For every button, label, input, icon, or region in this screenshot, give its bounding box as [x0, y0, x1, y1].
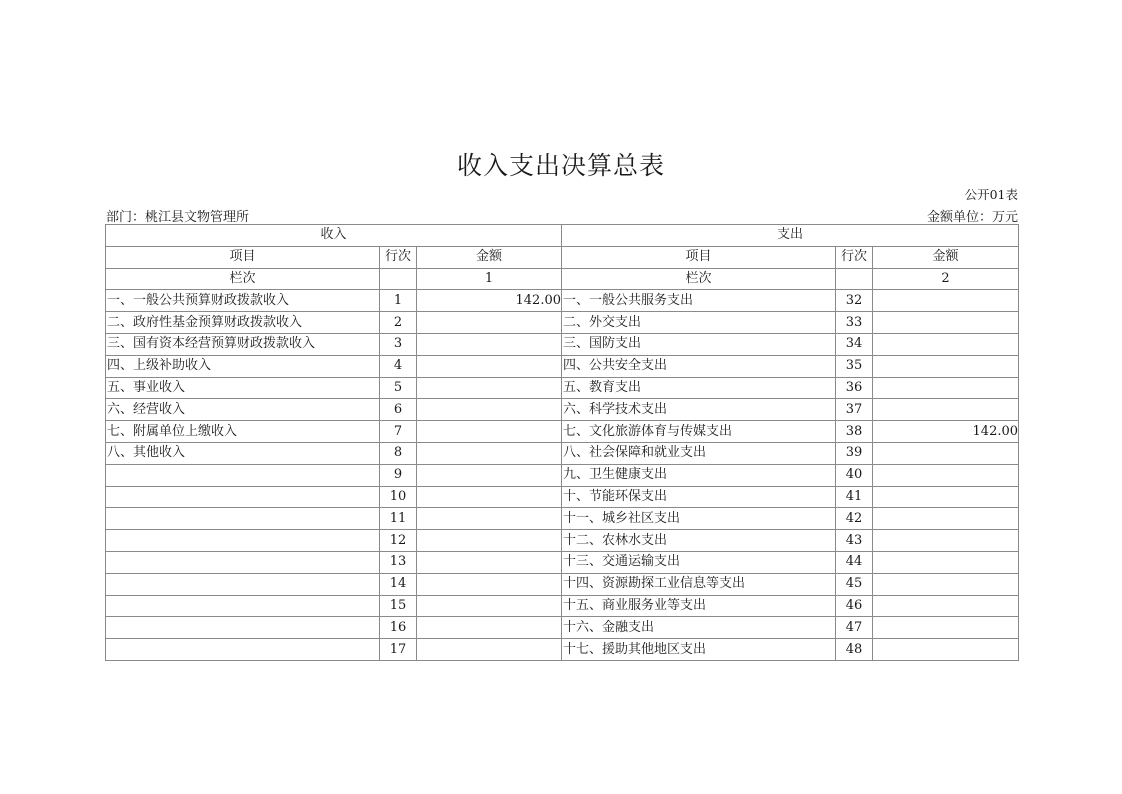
expense-item: 十、节能环保支出	[562, 486, 836, 508]
income-amount	[417, 421, 562, 443]
income-line-no: 3	[380, 333, 417, 355]
income-item: 三、国有资本经营预算财政拨款收入	[106, 333, 380, 355]
income-line-no: 11	[380, 508, 417, 530]
income-line-no: 14	[380, 573, 417, 595]
table-row	[106, 464, 1019, 486]
expense-line-no: 47	[836, 617, 873, 639]
income-amount	[417, 377, 562, 399]
expense-item: 六、科学技术支出	[562, 399, 836, 421]
expense-line-no: 32	[836, 290, 873, 312]
income-item	[106, 617, 380, 639]
expense-amount	[873, 573, 1019, 595]
income-amount	[417, 333, 562, 355]
expense-item: 十二、农林水支出	[562, 530, 836, 552]
expense-line-no: 37	[836, 399, 873, 421]
expense-line-no-header: 行次	[836, 246, 873, 268]
expense-amount	[873, 508, 1019, 530]
income-amount	[417, 530, 562, 552]
expense-item: 二、外交支出	[562, 312, 836, 334]
table-row	[106, 573, 1019, 595]
expense-amount	[873, 639, 1019, 661]
expense-section-header: 支出	[562, 225, 1019, 247]
income-amount: 142.00	[417, 290, 562, 312]
table-row	[106, 508, 1019, 530]
table-row	[106, 486, 1019, 508]
income-column-label: 栏次	[106, 268, 380, 290]
expense-amount	[873, 442, 1019, 464]
income-line-no: 1	[380, 290, 417, 312]
income-line-no: 7	[380, 421, 417, 443]
table-row	[106, 551, 1019, 573]
income-line-no: 12	[380, 530, 417, 552]
income-item: 一、一般公共预算财政拨款收入	[106, 290, 380, 312]
empty-cell	[380, 268, 417, 290]
expense-amount	[873, 377, 1019, 399]
income-item: 八、其他收入	[106, 442, 380, 464]
income-item	[106, 639, 380, 661]
expense-line-no: 39	[836, 442, 873, 464]
column-header-row	[106, 246, 1019, 268]
income-amount	[417, 508, 562, 530]
budget-table	[105, 224, 1019, 661]
income-item	[106, 595, 380, 617]
income-item: 二、政府性基金预算财政拨款收入	[106, 312, 380, 334]
column-number-row	[106, 268, 1019, 290]
department-label: 部门：桃江县文物管理所	[106, 210, 250, 225]
table-row	[106, 377, 1019, 399]
table-row	[106, 617, 1019, 639]
income-line-no: 4	[380, 355, 417, 377]
expense-amount	[873, 399, 1019, 421]
expense-line-no: 40	[836, 464, 873, 486]
expense-line-no: 36	[836, 377, 873, 399]
income-column-number: 1	[417, 268, 562, 290]
income-line-no-header: 行次	[380, 246, 417, 268]
income-line-no: 9	[380, 464, 417, 486]
table-row	[106, 530, 1019, 552]
expense-line-no: 46	[836, 595, 873, 617]
income-amount	[417, 595, 562, 617]
expense-item: 四、公共安全支出	[562, 355, 836, 377]
income-amount	[417, 486, 562, 508]
income-line-no: 2	[380, 312, 417, 334]
expense-line-no: 48	[836, 639, 873, 661]
expense-line-no: 42	[836, 508, 873, 530]
table-row	[106, 290, 1019, 312]
expense-item: 十四、资源勘探工业信息等支出	[562, 573, 836, 595]
page-title: 收入支出决算总表	[456, 151, 665, 180]
income-item-header: 项目	[106, 246, 380, 268]
income-amount	[417, 442, 562, 464]
income-amount	[417, 617, 562, 639]
amount-unit-label: 金额单位：万元	[926, 210, 1018, 225]
income-item	[106, 464, 380, 486]
table-row	[106, 442, 1019, 464]
table-row	[106, 355, 1019, 377]
expense-line-no: 35	[836, 355, 873, 377]
expense-amount	[873, 464, 1019, 486]
income-line-no: 15	[380, 595, 417, 617]
income-item	[106, 573, 380, 595]
table-row	[106, 399, 1019, 421]
expense-item: 十七、援助其他地区支出	[562, 639, 836, 661]
expense-column-number: 2	[873, 268, 1019, 290]
expense-amount	[873, 333, 1019, 355]
income-item	[106, 486, 380, 508]
form-number: 公开01表	[964, 187, 1018, 202]
expense-line-no: 41	[836, 486, 873, 508]
expense-amount	[873, 486, 1019, 508]
expense-item: 十三、交通运输支出	[562, 551, 836, 573]
income-line-no: 17	[380, 639, 417, 661]
income-amount	[417, 573, 562, 595]
income-amount	[417, 464, 562, 486]
table-row	[106, 333, 1019, 355]
expense-item: 十六、金融支出	[562, 617, 836, 639]
expense-amount	[873, 530, 1019, 552]
expense-amount: 142.00	[873, 421, 1019, 443]
expense-amount	[873, 617, 1019, 639]
expense-column-label: 栏次	[562, 268, 836, 290]
income-amount	[417, 551, 562, 573]
expense-line-no: 45	[836, 573, 873, 595]
expense-item: 一、一般公共服务支出	[562, 290, 836, 312]
expense-line-no: 33	[836, 312, 873, 334]
expense-line-no: 34	[836, 333, 873, 355]
table-row	[106, 595, 1019, 617]
income-amount-header: 金额	[417, 246, 562, 268]
table-row	[106, 421, 1019, 443]
expense-amount	[873, 595, 1019, 617]
income-line-no: 10	[380, 486, 417, 508]
expense-item: 十五、商业服务业等支出	[562, 595, 836, 617]
expense-line-no: 44	[836, 551, 873, 573]
expense-item: 九、卫生健康支出	[562, 464, 836, 486]
expense-amount	[873, 551, 1019, 573]
table-row	[106, 639, 1019, 661]
expense-item-header: 项目	[562, 246, 836, 268]
expense-amount	[873, 355, 1019, 377]
income-item: 四、上级补助收入	[106, 355, 380, 377]
expense-item: 五、教育支出	[562, 377, 836, 399]
expense-line-no: 38	[836, 421, 873, 443]
section-header-row	[106, 225, 1019, 247]
income-item: 六、经营收入	[106, 399, 380, 421]
income-line-no: 6	[380, 399, 417, 421]
expense-item: 三、国防支出	[562, 333, 836, 355]
expense-item: 七、文化旅游体育与传媒支出	[562, 421, 836, 443]
table-row	[106, 312, 1019, 334]
income-line-no: 5	[380, 377, 417, 399]
income-item: 七、附属单位上缴收入	[106, 421, 380, 443]
empty-cell	[836, 268, 873, 290]
income-item	[106, 530, 380, 552]
income-amount	[417, 355, 562, 377]
income-item: 五、事业收入	[106, 377, 380, 399]
income-amount	[417, 639, 562, 661]
expense-line-no: 43	[836, 530, 873, 552]
income-item	[106, 508, 380, 530]
expense-item: 八、社会保障和就业支出	[562, 442, 836, 464]
income-item	[106, 551, 380, 573]
income-line-no: 8	[380, 442, 417, 464]
expense-item: 十一、城乡社区支出	[562, 508, 836, 530]
expense-amount-header: 金额	[873, 246, 1019, 268]
expense-amount	[873, 290, 1019, 312]
income-section-header: 收入	[106, 225, 562, 247]
expense-amount	[873, 312, 1019, 334]
income-amount	[417, 399, 562, 421]
income-amount	[417, 312, 562, 334]
income-line-no: 13	[380, 551, 417, 573]
income-line-no: 16	[380, 617, 417, 639]
